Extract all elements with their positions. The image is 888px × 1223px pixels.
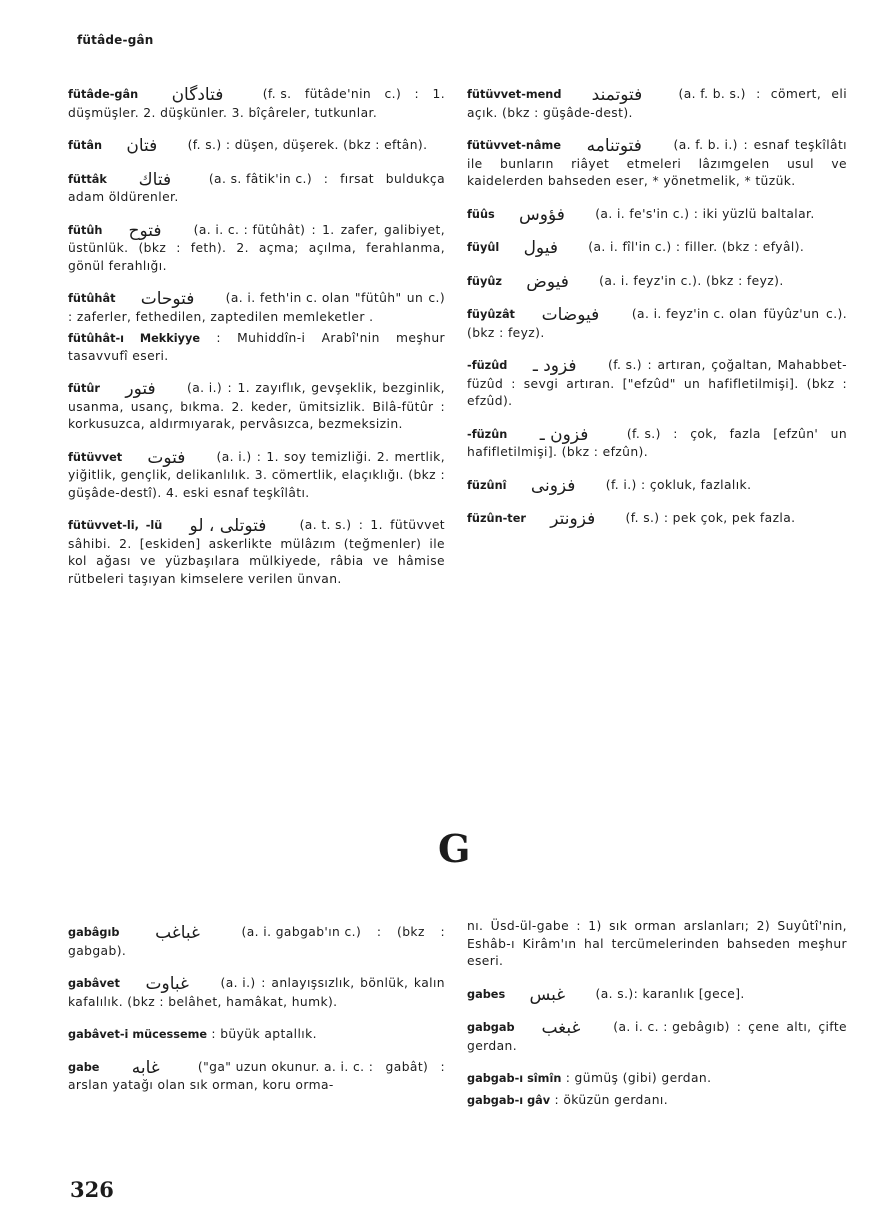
dictionary-entry: [467, 918, 847, 971]
arabic-script: فؤوس: [519, 204, 565, 225]
definition: : 1. soy temizliği. 2. mertlik, yiğitlik, gençlik, delikanlılık. 3. cömertlik, elaçıklığı. (bkz : güşâde-destî). 4. eski esnaf teşkîlâtı.: [68, 449, 445, 500]
grammar-label: (a. i. c. : fütûhât): [193, 222, 306, 237]
dictionary-entry: [68, 222, 445, 276]
dictionary-entry: [68, 449, 445, 503]
grammar-label: (a. f. b. i.): [673, 138, 738, 152]
headword: -füzûd: [467, 359, 508, 372]
headword: fütûr: [68, 382, 100, 395]
dictionary-entry: [467, 273, 847, 292]
dictionary-entry: [68, 517, 445, 588]
definition: : büyük aptallık.: [211, 1027, 317, 1041]
grammar-label: (a. i. feth'in c. olan: [225, 291, 350, 305]
arabic-script: فتوحات: [140, 289, 195, 309]
grammar-label: (a. s. fâtik'in c.): [208, 171, 313, 186]
dictionary-entry: [467, 510, 847, 529]
section-letter: G: [438, 826, 471, 871]
definition: nı. Üsd-ül-gabe : 1) sık orman arslanları; 2) Suyûtî'nin, Eshâb-ı Kirâm'ın hal tercümelerinden bahseden meşhur eseri.: [467, 919, 847, 968]
grammar-label: (a. s.):: [595, 986, 639, 1001]
grammar-label: (a. i. feyz'in c.).: [599, 273, 702, 288]
dictionary-entry: [467, 1070, 847, 1088]
headword: fütân: [68, 139, 103, 152]
headword: fütüvvet: [68, 450, 123, 464]
definition: : iki yüzlü baltalar.: [693, 206, 815, 221]
dictionary-entry: [68, 975, 445, 1011]
grammar-label: (f. i.): [605, 477, 637, 492]
dictionary-entry: [68, 86, 445, 122]
dictionary-entry: [68, 330, 445, 365]
definition: karanlık [gece].: [642, 986, 745, 1001]
headword: fütüvvet-mend: [467, 88, 562, 101]
headword: gabâgıb: [68, 926, 120, 939]
arabic-script: غبغب: [541, 1018, 581, 1038]
column-left-bottom: [68, 924, 445, 1110]
definition: (bkz : feyz).: [705, 273, 784, 288]
dictionary-entry: [467, 137, 847, 191]
arabic-script: فتوتمند: [591, 85, 643, 105]
arabic-script: فتادگان: [171, 85, 224, 105]
arabic-script: فتوتلی ، لو: [189, 516, 267, 536]
headword: gabgab-ı gâv: [467, 1093, 551, 1107]
definition: fütâde'nin c.) : 1. düşmüşler. 2. düşkünler. 3. bîçâreler, tutkunlar.: [68, 87, 446, 120]
dictionary-entry: [68, 924, 445, 960]
headword: gabâvet: [68, 977, 120, 990]
arabic-script: غباوت: [145, 974, 189, 994]
headword: -füzûn: [467, 427, 508, 441]
definition: : artıran, çoğaltan, Mahabbet-füzûd : sevgi artıran. ["efzûd" un hafifletilmişi]. (bkz : efzûd).: [467, 358, 847, 408]
arabic-script: فيوضات: [541, 305, 600, 325]
running-head: fütâde-gân: [77, 33, 154, 47]
column-right-top: [467, 86, 847, 544]
arabic-script: فتان: [126, 136, 158, 156]
column-left-top: [68, 86, 445, 603]
definition: : anlayışsızlık, bönlük, kalın kafalılık. (bkz : belâhet, hamâkat, humk).: [68, 976, 445, 1009]
arabic-script: فتوت: [147, 447, 186, 468]
grammar-label: (f. s.): [187, 138, 222, 152]
arabic-script: فزود ـ: [532, 356, 577, 376]
definition: : 1. zafer, galibiyet, üstünlük. (bkz : feth). 2. açma; açılma, ferahlanma, gönül ferahlığı.: [68, 222, 446, 273]
page-number: 326: [70, 1177, 114, 1202]
headword: fütâde-gân: [68, 88, 139, 101]
dictionary-entry: [68, 380, 445, 434]
grammar-label: (a. t. s.): [299, 518, 352, 532]
headword: füzûn-ter: [467, 512, 526, 525]
arabic-script: غباغب: [155, 923, 200, 943]
grammar-label: (a. i. fîl'in c.): [588, 240, 672, 254]
definition: : fırsat buldukça adam öldürenler.: [68, 171, 446, 204]
arabic-script: فتاك: [138, 169, 172, 190]
arabic-script: غابه: [131, 1057, 160, 1078]
dictionary-entry: [467, 1019, 847, 1055]
grammar-label: (a. i. c. : gebâgıb): [613, 1020, 730, 1034]
definition: : esnaf teşkîlâtı ile bunların riâyet etmeleri lâzımgelen usul ve kaidelerden bahseden eser, * yönetmelik, * tüzük.: [467, 138, 847, 188]
headword: füûs: [467, 207, 495, 221]
grammar-label: (a. i. fe's'in c.): [595, 206, 690, 221]
definition: : 1. fütüvvet sâhibi. 2. [eskiden] askerlikte mülâzım (teğmenler) ile kol ağası ve yüzbaşılara mülkiyede, râbia ve hâmise rütbeleri taşıyan kimselere verilen ünvan.: [68, 518, 446, 586]
headword: gabes: [467, 987, 506, 1001]
definition: : düşen, düşerek. (bkz : eftân).: [225, 138, 428, 152]
arabic-script: فتوتنامه: [586, 136, 642, 156]
grammar-label: (a. i. feyz'in c. olan: [631, 307, 758, 321]
dictionary-entry: [467, 306, 847, 342]
headword: fütûhât: [68, 292, 116, 305]
grammar-label: ("ga" uzun okunur. a. i. c. :: [197, 1059, 374, 1074]
definition: : çene altı, çifte gerdan.: [467, 1020, 848, 1053]
definition: : öküzün gerdanı.: [554, 1092, 669, 1107]
grammar-label: (a. i.): [187, 381, 223, 395]
headword: gabgab: [467, 1021, 515, 1034]
dictionary-entry: [68, 290, 445, 326]
arabic-script: فتور: [125, 379, 156, 399]
arabic-script: فتوح: [128, 220, 162, 241]
definition: : Muhiddîn-i Arabî'nin meşhur tasavvufî eseri.: [68, 331, 446, 363]
headword: fütüvvet-li, -lü: [68, 519, 163, 532]
dictionary-entry: [467, 86, 847, 122]
dictionary-entry: [68, 1059, 445, 1095]
dictionary-entry: [467, 477, 847, 496]
grammar-label: (a. f. b. s.): [678, 87, 746, 101]
headword: füyûzât: [467, 308, 515, 321]
dictionary-entry: [68, 171, 445, 207]
arabic-script: فزونتر: [550, 509, 596, 529]
headword: füttâk: [68, 172, 107, 186]
definition: : filler. (bkz : efyâl).: [675, 240, 805, 254]
definition: : çokluk, fazlalık.: [641, 477, 752, 492]
definition: "fütûh" un c.) : zaferler, fethedilen, zaptedilen memleketler .: [68, 291, 446, 324]
grammar-label: (a. i. gabgab'ın c.): [241, 925, 362, 939]
arabic-script: غبس: [529, 984, 566, 1005]
dictionary-entry: [467, 986, 847, 1005]
definition: : 1. zayıflık, gevşeklik, bezginlik, usanma, usanç, bıkma. 2. keder, ümitsizlik. Bilâ-fütûr : korkusuzca, aldırmıyarak, pervâsızca, bezmeksizin.: [68, 381, 445, 431]
headword: füyûz: [467, 274, 502, 288]
definition: füyûz'un c.). (bkz : feyz).: [467, 307, 848, 340]
grammar-label: (f. s.): [608, 358, 642, 372]
headword: fütüvvet-nâme: [467, 139, 561, 152]
grammar-label: (f. s.): [626, 426, 661, 441]
headword: fütûh: [68, 223, 103, 237]
arabic-script: فيول: [523, 238, 558, 258]
headword: fütûhât-ı Mekkiyye: [68, 332, 201, 345]
grammar-label: (a. i.): [216, 449, 252, 464]
grammar-label: (f. s.): [625, 511, 660, 525]
arabic-script: فزونى: [530, 475, 576, 496]
definition: gabât) : arslan yatağı olan sık orman, koru orma-: [68, 1059, 446, 1092]
grammar-label: (a. i.): [220, 976, 256, 990]
headword: füzûnî: [467, 478, 507, 492]
headword: gabe: [68, 1060, 100, 1074]
dictionary-entry: [467, 357, 847, 411]
definition: : (bkz : gabgab).: [68, 925, 445, 958]
dictionary-entry: [68, 137, 445, 156]
dictionary-entry: [68, 1026, 445, 1044]
definition: : gümüş (gibi) gerdan.: [565, 1071, 712, 1085]
arabic-script: فيوض: [526, 271, 569, 292]
dictionary-entry: [467, 239, 847, 258]
dictionary-entry: [467, 1092, 847, 1110]
definition: : cömert, eli açık. (bkz : güşâde-dest).: [467, 87, 848, 120]
column-right-bottom: [467, 918, 847, 1124]
headword: gabâvet-i mücesseme: [68, 1028, 208, 1041]
dictionary-entry: [467, 426, 847, 462]
arabic-script: فزون ـ: [539, 424, 589, 445]
definition: : pek çok, pek fazla.: [663, 511, 796, 525]
definition: : çok, fazla [efzûn' un hafifletilmişi]. (bkz : efzûn).: [467, 426, 848, 459]
dictionary-entry: [467, 206, 847, 225]
grammar-label: (f. s.: [262, 87, 292, 101]
headword: gabgab-ı sîmîn: [467, 1072, 562, 1085]
headword: füyûl: [467, 241, 500, 254]
